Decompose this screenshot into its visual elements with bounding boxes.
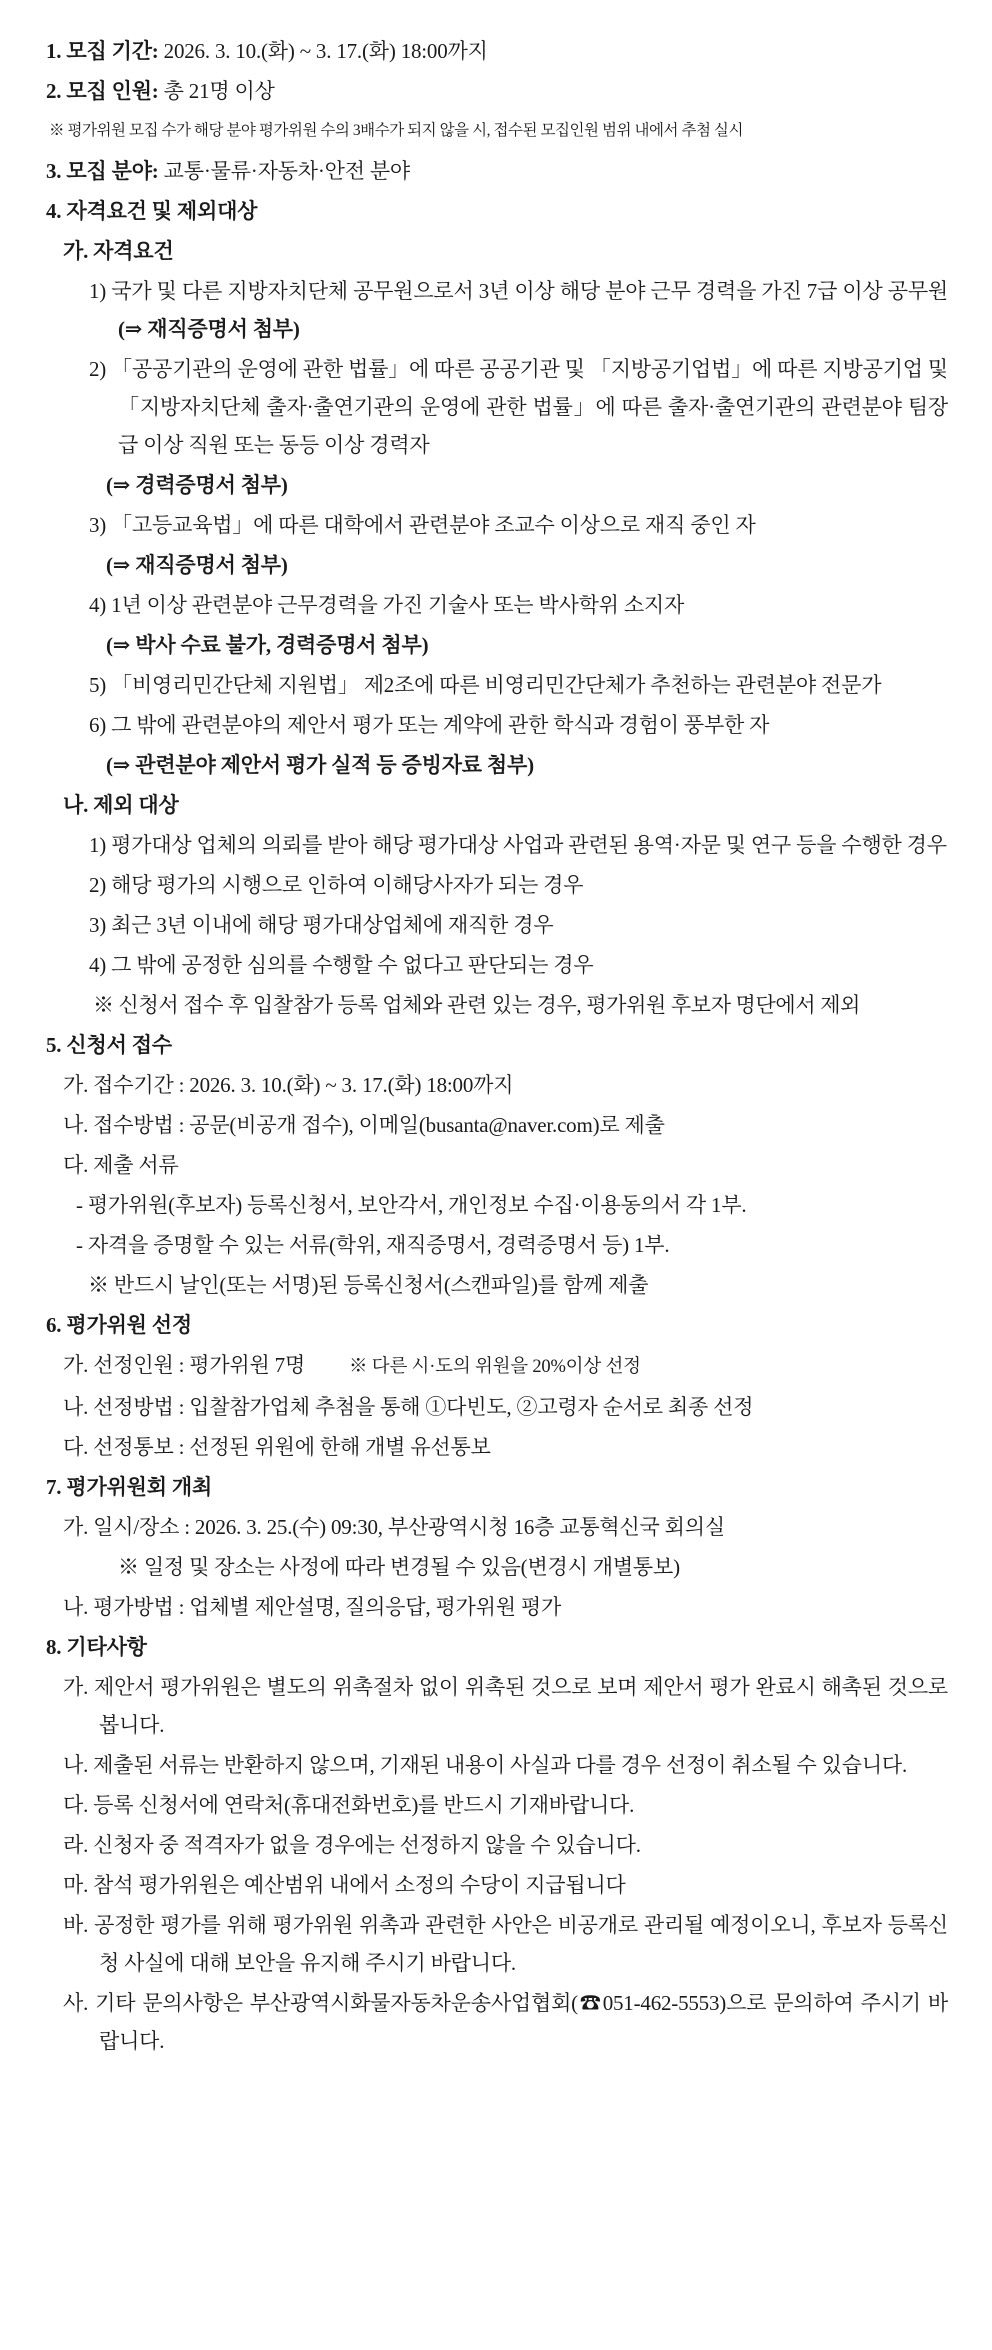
line-text: 다. 선정통보 : 선정된 위원에 한해 개별 유선통보 (63, 1435, 491, 1459)
line-text: ※ 반드시 날인(또는 서명)된 등록신청서(스캔파일)를 함께 제출 (88, 1273, 649, 1297)
line-text: ※ 일정 및 장소는 사정에 따라 변경될 수 있음(변경시 개별통보) (118, 1555, 680, 1579)
line-bold-label: 4. 자격요건 및 제외대상 (46, 199, 258, 223)
line-bold-label: 나. 제외 대상 (63, 793, 179, 817)
line-text: 다. 등록 신청서에 연락처(휴대전화번호)를 반드시 기재바랍니다. (63, 1793, 635, 1817)
line-bold-label: (⇒ 관련분야 제안서 평가 실적 등 증빙자료 첨부) (106, 753, 534, 777)
line-bold-label: (⇒ 박사 수료 불가, 경력증명서 첨부) (106, 633, 429, 657)
doc-line (46, 586, 948, 624)
line-text: - 평가위원(후보자) 등록신청서, 보안각서, 개인정보 수집·이용동의서 각 1부. (76, 1193, 747, 1217)
line-text: 2) 「공공기관의 운영에 관한 법률」에 따른 공공기관 및 「지방공기업법」에 따른 지방공기업 및 「지방자치단체 출자·출연기관의 운영에 관한 법률」에 따른 출자·출연기관의 관련분야 팀장급 이상 직원 또는 동등 이상 경력자 (89, 357, 948, 457)
doc-line (46, 746, 948, 784)
line-bold-label: 6. 평가위원 선정 (46, 1313, 192, 1337)
doc-line (46, 1826, 948, 1864)
doc-line (46, 32, 948, 70)
line-text: 가. 접수기간 : 2026. 3. 10.(화) ~ 3. 17.(화) 18:00까지 (63, 1073, 514, 1097)
document-body (46, 32, 948, 2060)
line-text: 나. 제출된 서류는 반환하지 않으며, 기재된 내용이 사실과 다를 경우 선정이 취소될 수 있습니다. (63, 1753, 908, 1777)
doc-line (46, 946, 948, 984)
doc-line (46, 1388, 948, 1426)
doc-line (46, 1508, 948, 1546)
doc-line (46, 272, 948, 348)
doc-line (46, 1346, 948, 1386)
line-text: 사. 기타 문의사항은 부산광역시화물자동차운송사업협회(☎051-462-5553)으로 문의하여 주시기 바랍니다. (63, 1991, 948, 2053)
line-text: 나. 선정방법 : 입찰참가업체 추첨을 통해 ①다빈도, ②고령자 순서로 최종 선정 (63, 1395, 754, 1419)
line-text: 교통·물류·자동차·안전 분야 (158, 159, 411, 183)
line-bold-label: 가. 자격요건 (63, 239, 174, 263)
line-text: ※ 신청서 접수 후 입찰참가 등록 업체와 관련 있는 경우, 평가위원 후보자 명단에서 제외 (93, 993, 861, 1017)
doc-line (46, 1468, 948, 1506)
doc-line (46, 986, 948, 1024)
line-bold-label: 5. 신청서 접수 (46, 1033, 172, 1057)
doc-line (46, 626, 948, 664)
line-text: 3) 「고등교육법」에 따른 대학에서 관련분야 조교수 이상으로 재직 중인 자 (89, 513, 756, 537)
doc-line (46, 1984, 948, 2060)
line-text: 4) 그 밖에 공정한 심의를 수행할 수 없다고 판단되는 경우 (89, 953, 594, 977)
doc-line (46, 72, 948, 110)
line-text: 가. 일시/장소 : 2026. 3. 25.(수) 09:30, 부산광역시청 16층 교통혁신국 회의실 (63, 1515, 725, 1539)
doc-line (46, 826, 948, 864)
line-bold-label: 8. 기타사항 (46, 1635, 147, 1659)
doc-line (46, 1026, 948, 1064)
line-bold-label: 3. 모집 분야: (46, 159, 159, 183)
line-bold-label: (⇒ 경력증명서 첨부) (106, 473, 288, 497)
line-bold-label: (⇒ 재직증명서 첨부) (106, 553, 288, 577)
line-side-note: ※ 다른 시·도의 위원을 20%이상 선정 (349, 1357, 641, 1377)
line-text: 1) 평가대상 업체의 의뢰를 받아 해당 평가대상 사업과 관련된 용역·자문 및 연구 등을 수행한 경우 (89, 833, 947, 857)
line-bold-label: 7. 평가위원회 개최 (46, 1475, 213, 1499)
doc-line (46, 866, 948, 904)
line-text: 2) 해당 평가의 시행으로 인하여 이해당사자가 되는 경우 (89, 873, 584, 897)
line-text: ※ 평가위원 모집 수가 해당 분야 평가위원 수의 3배수가 되지 않을 시, 접수된 모집인원 범위 내에서 추첨 실시 (49, 122, 743, 139)
doc-line (46, 1106, 948, 1144)
doc-line (46, 1186, 948, 1224)
doc-line (46, 1428, 948, 1466)
doc-line (46, 1588, 948, 1626)
line-text: 총 21명 이상 (158, 79, 275, 103)
doc-line (46, 786, 948, 824)
doc-line (46, 1906, 948, 1982)
doc-line (46, 1746, 948, 1784)
doc-line (46, 1548, 948, 1586)
doc-line (46, 506, 948, 544)
doc-line (46, 1628, 948, 1666)
doc-line (46, 232, 948, 270)
line-text: 가. 제안서 평가위원은 별도의 위촉절차 없이 위촉된 것으로 보며 제안서 평가 완료시 해촉된 것으로 봅니다. (63, 1675, 948, 1737)
doc-line (46, 152, 948, 190)
doc-line (46, 1226, 948, 1264)
line-text: 4) 1년 이상 관련분야 근무경력을 가진 기술사 또는 박사학위 소지자 (89, 593, 685, 617)
line-text: 2026. 3. 10.(화) ~ 3. 17.(화) 18:00까지 (158, 39, 488, 63)
doc-line (46, 706, 948, 744)
doc-line (46, 1866, 948, 1904)
line-bold-label: 1. 모집 기간: (46, 39, 159, 63)
line-text: 1) 국가 및 다른 지방자치단체 공무원으로서 3년 이상 해당 분야 근무 경력을 가진 7급 이상 공무원 (89, 279, 948, 303)
line-text: 가. 선정인원 : 평가위원 7명 (63, 1353, 306, 1377)
doc-line (46, 466, 948, 504)
line-bold-suffix: (⇒ 재직증명서 첨부) (118, 317, 300, 341)
line-text: 나. 평가방법 : 업체별 제안설명, 질의응답, 평가위원 평가 (63, 1595, 562, 1619)
line-text: 6) 그 밖에 관련분야의 제안서 평가 또는 계약에 관한 학식과 경험이 풍부한 자 (89, 713, 770, 737)
doc-line (46, 1668, 948, 1744)
line-text: 3) 최근 3년 이내에 해당 평가대상업체에 재직한 경우 (89, 913, 554, 937)
line-text: 다. 제출 서류 (63, 1153, 179, 1177)
doc-line (46, 666, 948, 704)
line-bold-label: 2. 모집 인원: (46, 79, 159, 103)
line-text: 나. 접수방법 : 공문(비공개 접수), 이메일(busanta@naver.com)로 제출 (63, 1113, 665, 1137)
doc-line (46, 112, 948, 150)
line-text: 5) 「비영리민간단체 지원법」 제2조에 따른 비영리민간단체가 추천하는 관련분야 전문가 (89, 673, 882, 697)
doc-line (46, 1266, 948, 1304)
doc-line (46, 546, 948, 584)
line-text: 바. 공정한 평가를 위해 평가위원 위촉과 관련한 사안은 비공개로 관리될 예정이오니, 후보자 등록신청 사실에 대해 보안을 유지해 주시기 바랍니다. (63, 1913, 948, 1975)
doc-line (46, 1786, 948, 1824)
doc-line (46, 192, 948, 230)
doc-line (46, 1066, 948, 1104)
doc-line (46, 906, 948, 944)
doc-line (46, 1306, 948, 1344)
line-text: 마. 참석 평가위원은 예산범위 내에서 소정의 수당이 지급됩니다 (63, 1873, 626, 1897)
line-text: - 자격을 증명할 수 있는 서류(학위, 재직증명서, 경력증명서 등) 1부. (76, 1233, 670, 1257)
doc-line (46, 1146, 948, 1184)
line-text: 라. 신청자 중 적격자가 없을 경우에는 선정하지 않을 수 있습니다. (63, 1833, 641, 1857)
doc-line (46, 350, 948, 464)
